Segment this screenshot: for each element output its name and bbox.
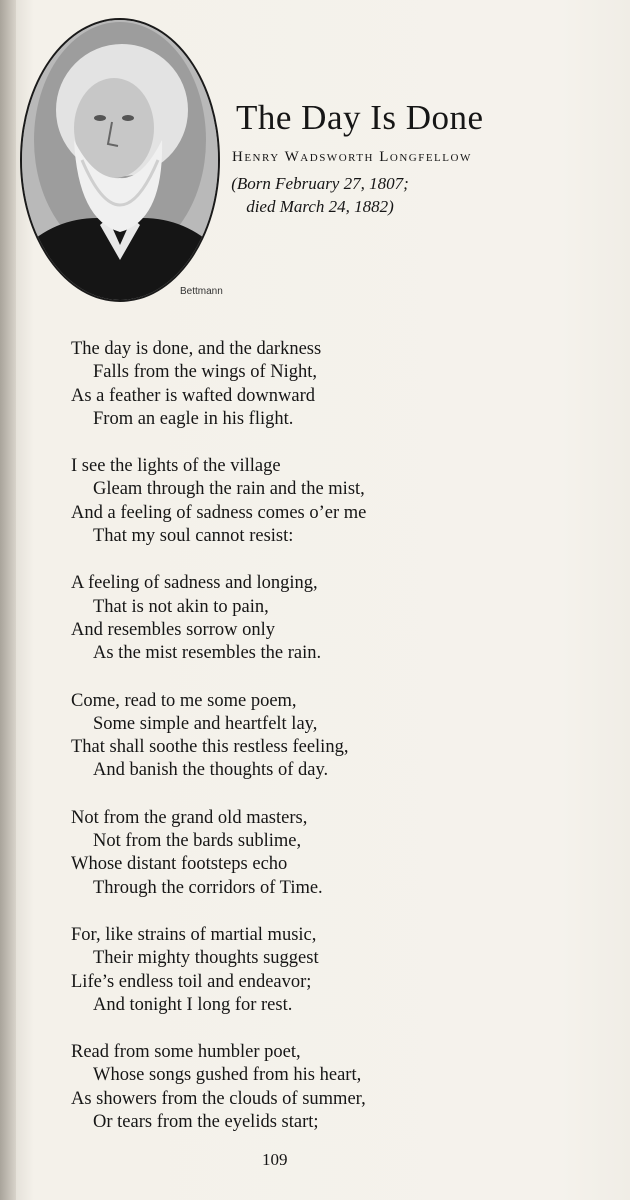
poem-title: The Day Is Done (236, 98, 484, 137)
portrait-illustration (22, 20, 218, 300)
poem-line: And tonight I long for rest. (93, 994, 293, 1015)
poem-line: Whose songs gushed from his heart, (93, 1065, 362, 1086)
stanza (71, 572, 591, 665)
poem-line: And resembles sorrow only (71, 619, 275, 640)
poem-line: As showers from the clouds of summer, (71, 1088, 366, 1109)
page-number: 109 (262, 1150, 288, 1169)
poem-author: Henry Wadsworth Longfellow (232, 149, 472, 165)
poem-line: Read from some humbler poet, (71, 1042, 301, 1063)
stanza (71, 924, 591, 1017)
poem-line: That is not akin to pain, (93, 596, 269, 617)
poem-line: Some simple and heartfelt lay, (93, 713, 318, 734)
poem-line: The day is done, and the darkness (71, 339, 322, 359)
poem-line: And banish the thoughts of day. (93, 760, 329, 781)
poem-line: From an eagle in his flight. (93, 408, 294, 429)
poem-line: Not from the grand old masters, (71, 807, 308, 828)
poem-line: Their mighty thoughts suggest (93, 948, 319, 969)
poem-line: Whose distant footsteps echo (71, 854, 288, 875)
author-dates: (Born February 27, 1807; died March 24, 1882) (231, 174, 409, 216)
poem-line: Life’s endless toil and endeavor; (71, 971, 312, 992)
stanza (71, 807, 591, 900)
poem-line: That my soul cannot resist: (93, 526, 294, 547)
poem-line: A feeling of sadness and longing, (71, 573, 318, 594)
poem-line: As the mist resembles the rain. (93, 643, 322, 664)
poem-line: For, like strains of martial music, (71, 924, 317, 945)
photo-credit: Bettmann (180, 286, 223, 297)
poem-line: That shall soothe this restless feeling, (71, 737, 349, 758)
author-portrait (20, 18, 220, 302)
stanza (71, 455, 591, 548)
poem-line: Come, read to me some poem, (71, 690, 297, 711)
poem-line: And a feeling of sadness comes o’er me (71, 502, 367, 523)
poem-line: Through the corridors of Time. (93, 877, 323, 898)
poem-line: Not from the bards sublime, (93, 831, 302, 852)
poem-line: I see the lights of the village (71, 456, 281, 477)
poem-line: Falls from the wings of Night, (93, 362, 318, 383)
stanza (71, 1041, 591, 1134)
poem-body (71, 338, 591, 1158)
poem-line: Or tears from the eyelids start; (93, 1112, 319, 1133)
stanza (71, 690, 591, 783)
poem-line: Gleam through the rain and the mist, (93, 479, 365, 500)
stanza (71, 338, 591, 431)
poem-line: As a feather is wafted downward (71, 385, 316, 406)
book-spine-shadow (0, 0, 16, 1200)
